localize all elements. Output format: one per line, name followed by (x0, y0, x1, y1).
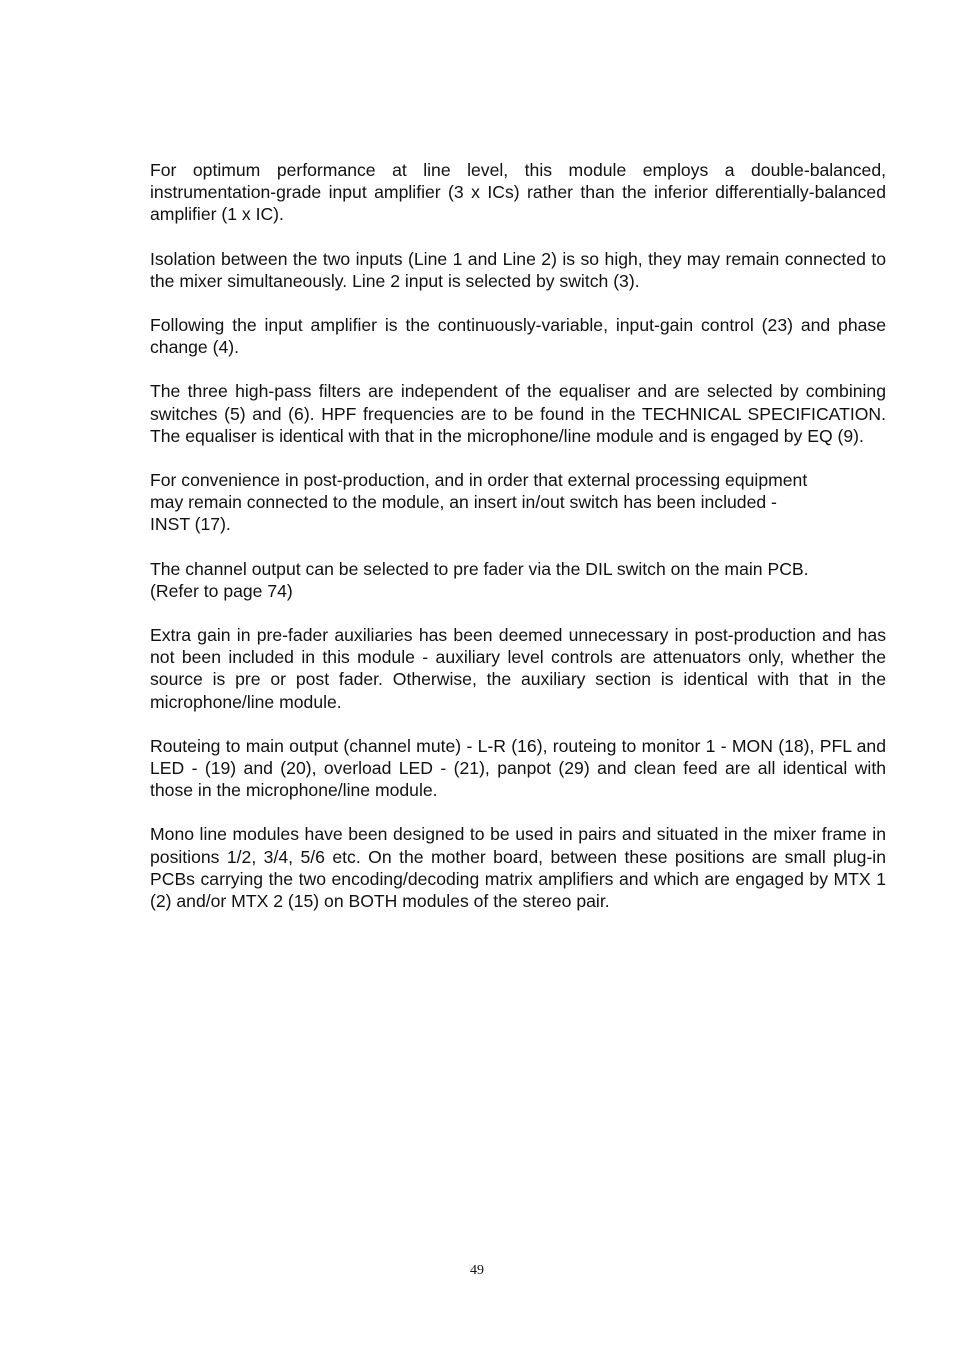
paragraph-line: INST (17). (150, 514, 231, 535)
paragraph-input-isolation: Isolation between the two inputs (Line 1 and Line 2) is so high, they may remain connected to the mixer simultaneously. Line 2 input is selected by switch (3). (150, 248, 886, 291)
paragraph-input-gain: Following the input amplifier is the continuously-variable, input-gain control (23) and phase change (4). (150, 315, 886, 358)
paragraph-high-pass-filters: The three high-pass filters are independent of the equaliser and are selected by combining switches (5) and (6). HPF frequencies are to be found in the TECHNICAL SPECIFICATION. The equaliser is identical with that in the microphone/line module and is engaged by EQ (9). (150, 381, 886, 446)
page-number: 49 (470, 1263, 484, 1278)
paragraph-line: may remain connected to the module, an insert in/out switch has been included - (150, 492, 777, 513)
paragraph-mono-line-modules: Mono line modules have been designed to be used in pairs and situated in the mixer frame in positions 1/2, 3/4, 5/6 etc. On the mother board, between these positions are small plug-in PCBs carrying the two encoding/decoding matrix amplifiers and which are engaged by MTX 1 (2) and/or MTX 2 (15) on BOTH modules of the stereo pair. (150, 824, 886, 912)
paragraph-line: For convenience in post-production, and in order that external processing equipment (150, 470, 808, 491)
paragraph-line: (Refer to page 74) (150, 580, 293, 601)
paragraph-routeing: Routeing to main output (channel mute) - L-R (16), routeing to monitor 1 - MON (18), PFL and LED - (19) and (20), overload LED - (21), panpot (29) and clean feed are all identical with those in the microphone/line module. (150, 735, 886, 801)
paragraph-line: The channel output can be selected to pre fader via the DIL switch on the main PCB. (150, 558, 809, 579)
document-body (150, 159, 886, 934)
paragraph-auxiliaries: Extra gain in pre-fader auxiliaries has been deemed unnecessary in post-production and has not been included in this module - auxiliary level controls are attenuators only, whether the source is pre or post fader. Otherwise, the auxiliary section is identical with that in the microphone/line module. (150, 625, 886, 712)
paragraph-channel-output (150, 558, 886, 602)
paragraph-line-level-amplifier: For optimum performance at line level, this module employs a double-balanced, instrumentation-grade input amplifier (3 x ICs) rather than the inferior differentially-balanced amplifier (1 x IC). (150, 160, 886, 225)
paragraph-insert-switch (150, 469, 886, 536)
